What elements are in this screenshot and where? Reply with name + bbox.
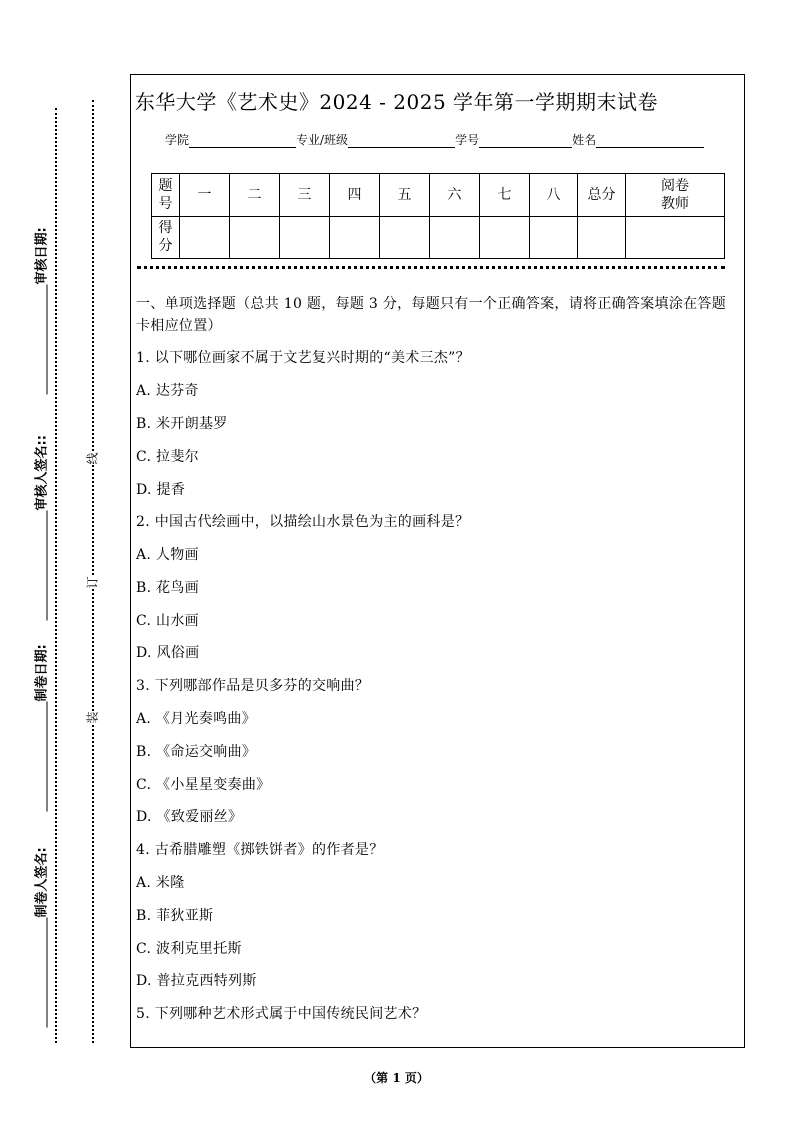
score-cell[interactable] <box>330 216 380 259</box>
col-8: 八 <box>530 174 578 217</box>
col-5: 五 <box>380 174 430 217</box>
section-divider <box>137 266 725 269</box>
score-table <box>151 173 725 259</box>
col-total: 总分 <box>578 174 626 217</box>
col-4: 四 <box>330 174 380 217</box>
student-info-row <box>165 131 704 148</box>
col-2: 二 <box>230 174 280 217</box>
option: C. 山水画 <box>136 613 199 629</box>
option: A. 米隆 <box>136 875 185 891</box>
outer-dotted-line <box>55 108 57 1043</box>
col-6: 六 <box>430 174 480 217</box>
option: A. 人物画 <box>136 547 199 563</box>
student-id-field[interactable] <box>479 133 572 148</box>
option: A. 《月光奏鸣曲》 <box>136 711 257 727</box>
paper-date-blank[interactable] <box>37 702 48 812</box>
option: B. 米开朗基罗 <box>136 416 228 432</box>
score-table-header-row <box>152 174 725 217</box>
paper-date-label: 制卷日期: <box>31 632 50 812</box>
inner-dotted-line <box>92 100 94 1043</box>
major-field[interactable] <box>348 133 455 148</box>
binding-char-line: 线 <box>82 452 103 464</box>
page-number: （第 1 页） <box>364 1071 429 1085</box>
reviewer-header: 阅卷教师 <box>626 174 725 217</box>
option: C. 波利克里托斯 <box>136 941 242 957</box>
option: D. 《致爱丽丝》 <box>136 809 243 825</box>
option: D. 风俗画 <box>136 645 200 661</box>
question-stem: 2. 中国古代绘画中，以描绘山水景色为主的画科是？ <box>136 514 470 530</box>
question-number-header: 题号 <box>152 174 180 217</box>
score-cell[interactable] <box>380 216 430 259</box>
score-table-score-row <box>152 216 725 259</box>
question-stem: 5. 下列哪种艺术形式属于中国传统民间艺术？ <box>136 1006 427 1022</box>
reviewer-signature-blank[interactable] <box>37 511 48 621</box>
question-stem: 1. 以下哪位画家不属于文艺复兴时期的“美术三杰”？ <box>136 350 470 366</box>
option: B. 花鸟画 <box>136 580 199 596</box>
option: C. 《小星星变奏曲》 <box>136 777 271 793</box>
score-cell[interactable] <box>530 216 578 259</box>
score-cell[interactable] <box>230 216 280 259</box>
score-cell[interactable] <box>480 216 530 259</box>
student-id-label: 学号 <box>455 133 480 147</box>
binding-char-staple: 订 <box>82 576 103 588</box>
score-cell[interactable] <box>578 216 626 259</box>
review-date-label: 审核日期: <box>31 215 50 395</box>
option: D. 普拉克西特列斯 <box>136 973 257 989</box>
option: B. 《命运交响曲》 <box>136 744 257 760</box>
option: D. 提香 <box>136 482 186 498</box>
score-cell[interactable] <box>180 216 230 259</box>
review-date-blank[interactable] <box>37 285 48 395</box>
paper-author-signature-blank[interactable] <box>37 918 48 1028</box>
col-7: 七 <box>480 174 530 217</box>
question-stem: 3. 下列哪部作品是贝多芬的交响曲？ <box>136 678 370 694</box>
reviewer-signature-label: 审核人签名:: <box>31 429 50 621</box>
name-label: 姓名 <box>572 133 597 147</box>
score-row-header: 得分 <box>152 216 180 259</box>
question-stem: 4. 古希腊雕塑《掷铁饼者》的作者是？ <box>136 842 384 858</box>
name-field[interactable] <box>596 133 704 148</box>
major-label: 专业/班级 <box>296 133 349 147</box>
binding-char-bind: 装 <box>82 711 103 723</box>
option: C. 拉斐尔 <box>136 449 199 465</box>
section1-heading: 一、单项选择题（总共 10 题，每题 3 分，每题只有一个正确答案，请将正确答案填涂在答题卡相应位置） <box>136 296 727 334</box>
col-1: 一 <box>180 174 230 217</box>
exam-title: 东华大学《艺术史》2024 - 2025 学年第一学期期末试卷 <box>134 90 659 114</box>
score-cell[interactable] <box>280 216 330 259</box>
score-cell[interactable] <box>430 216 480 259</box>
option: A. 达芬奇 <box>136 383 199 399</box>
option: B. 菲狄亚斯 <box>136 908 214 924</box>
college-label: 学院 <box>165 133 190 147</box>
paper-author-signature-label: 制卷人签名: <box>31 836 50 1028</box>
reviewer-cell[interactable] <box>626 216 725 259</box>
college-field[interactable] <box>189 133 296 148</box>
col-3: 三 <box>280 174 330 217</box>
